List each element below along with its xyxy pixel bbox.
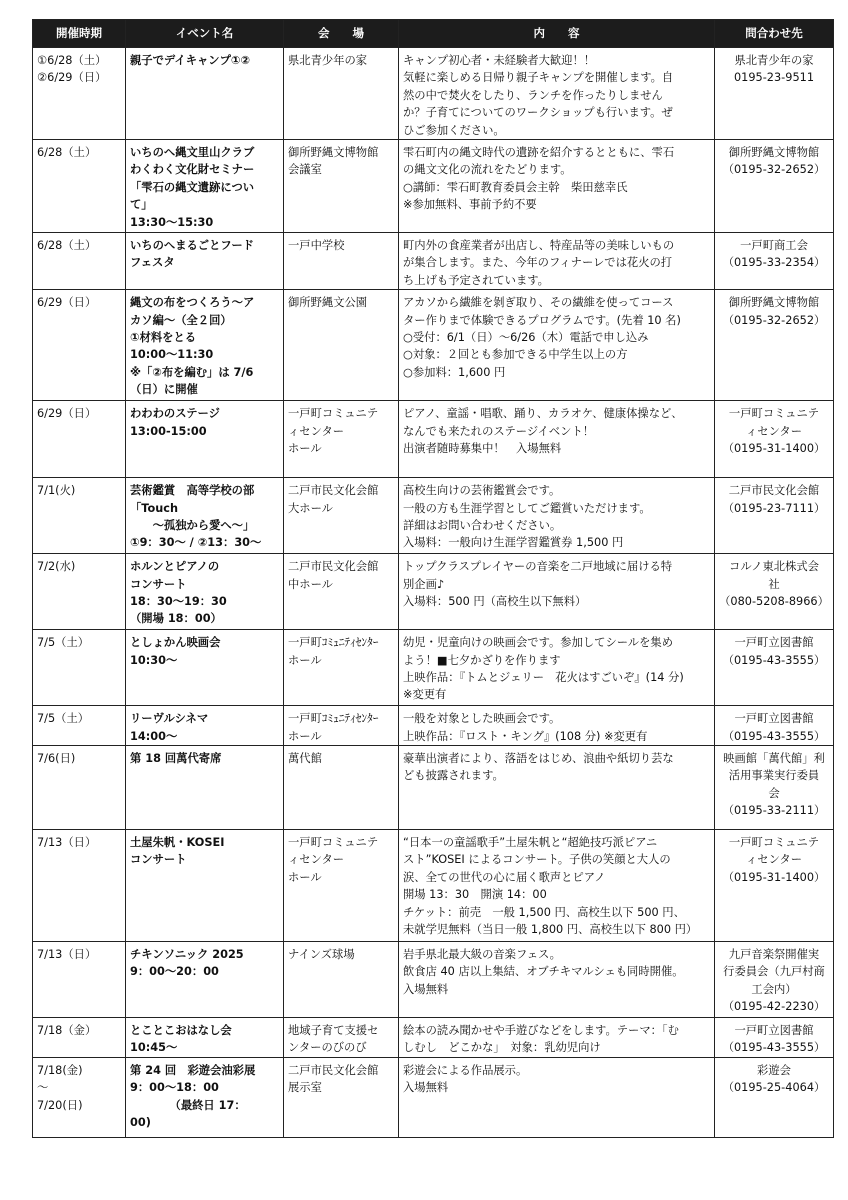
event-description-line: 幼児・児童向けの映画会です。参加してシールを集め	[403, 636, 673, 650]
header-description: 内 容	[399, 20, 715, 48]
event-name-cell	[126, 706, 284, 746]
event-contact-cell	[715, 478, 834, 554]
event-name-cell	[126, 830, 284, 942]
event-contact-line: 一戸町立図書館	[734, 1024, 814, 1038]
table-row	[33, 746, 834, 830]
event-date-cell	[33, 630, 126, 706]
event-description-line: ○講師：雫石町教育委員会主幹 柴田慈幸氏	[403, 180, 628, 194]
event-description-line: 開場 13：30 開演 14：00	[403, 888, 547, 902]
event-date-line: 〜	[37, 1081, 49, 1095]
event-venue-line: ホール	[288, 870, 322, 884]
event-contact-line: 一戸町コミュニテ	[728, 836, 820, 850]
event-name-line: 00)	[130, 1116, 151, 1130]
event-name-line: いちのへまるごとフード	[130, 239, 254, 253]
event-description-cell	[399, 554, 715, 630]
event-contact-line: 九戸音楽祭開催実	[728, 948, 820, 962]
event-description-cell	[399, 140, 715, 233]
event-date-cell	[33, 401, 126, 478]
event-venue-line: 一戸中学校	[288, 239, 345, 253]
event-venue-line: 二戸市民文化会館	[288, 560, 379, 574]
event-name-line: フェスタ	[130, 256, 175, 270]
event-venue-line: 二戸市民文化会館	[288, 484, 379, 498]
event-name-line: チキンソニック 2025	[130, 948, 244, 962]
event-description-line: しむし どこかな」 対象：乳幼児向け	[403, 1041, 601, 1055]
event-venue-cell	[284, 290, 399, 401]
event-name-line: 〜孤独から愛へ〜」	[130, 519, 255, 533]
event-date-line: 6/29（日）	[37, 296, 97, 310]
event-venue-line: ホール	[288, 729, 322, 743]
event-description-line: 別企画♪	[403, 577, 445, 591]
event-name-line: 13:30〜15:30	[130, 215, 214, 229]
event-venue-cell	[284, 942, 399, 1018]
table-row	[33, 554, 834, 630]
event-contact-line: 彩遊会	[757, 1063, 791, 1077]
table-row	[33, 706, 834, 746]
event-venue-line: 大ホール	[288, 501, 333, 515]
event-description-line: 一般の方も生涯学習としてご鑑賞いただけます。	[403, 501, 651, 515]
header-row	[33, 20, 834, 48]
event-contact-line: 0195-23-9511	[733, 71, 815, 85]
event-description-line: 豪華出演者により、落語をはじめ、浪曲や紙切り芸な	[403, 752, 674, 766]
table-row	[33, 233, 834, 290]
event-description-line: 入場無料	[403, 1081, 449, 1095]
event-description-line: の縄文文化の流れをたどります。	[403, 163, 572, 177]
header-contact: 問合わせ先	[715, 20, 834, 48]
event-contact-line: 行委員会（九戸村商	[723, 965, 825, 979]
event-description-line: チケット：前売 一般 1,500 円、高校生以下 500 円、	[403, 905, 685, 919]
event-venue-cell	[284, 830, 399, 942]
event-name-line: 「雫石の縄文遺跡につい	[130, 180, 255, 194]
event-venue-line: 一戸町コミュニテ	[288, 407, 379, 421]
event-description-line: ※参加無料、事前予約不要	[403, 198, 537, 212]
event-contact-line: （0195-31-1400）	[722, 870, 826, 884]
event-name-cell	[126, 1018, 284, 1058]
event-description-line: 絵本の読み聞かせや手遊びなどをします。テーマ：「む	[403, 1024, 679, 1038]
event-date-cell	[33, 830, 126, 942]
event-contact-cell	[715, 1018, 834, 1058]
event-venue-cell	[284, 1018, 399, 1058]
event-venue-cell	[284, 478, 399, 554]
event-description-cell	[399, 233, 715, 290]
event-description-line: 入場無料	[403, 982, 449, 996]
event-date-line: 7/5（土）	[37, 636, 90, 650]
table-row	[33, 478, 834, 554]
table-row	[33, 630, 834, 706]
table-row	[33, 401, 834, 478]
event-venue-line: 一戸町ｺﾐｭﾆﾃｨｾﾝﾀｰ	[288, 636, 379, 650]
event-date-cell	[33, 746, 126, 830]
event-venue-cell	[284, 1057, 399, 1137]
event-name-line: コンサート	[130, 853, 187, 867]
event-description-line: 上映作品：『ロスト・キング』(108 分) ※変更有	[403, 729, 648, 743]
event-name-line: 土屋朱帆・KOSEI	[130, 836, 225, 850]
event-contact-cell	[715, 233, 834, 290]
event-venue-line: ィセンター	[288, 853, 345, 867]
event-description-line: なんでも来たれのステージイベント！	[403, 424, 595, 438]
event-name-line: コンサート	[130, 577, 187, 591]
event-name-line: わわわのステージ	[130, 407, 220, 421]
header-event-name: イベント名	[126, 20, 284, 48]
event-description-cell	[399, 1018, 715, 1058]
event-description-cell	[399, 478, 715, 554]
table-row	[33, 1057, 834, 1137]
event-date-cell	[33, 554, 126, 630]
event-description-line: よう！■七夕かざりを作ります	[403, 653, 561, 667]
table-row	[33, 48, 834, 140]
event-date-line: 7/2(水)	[37, 560, 76, 574]
event-date-line: 7/6(日)	[37, 752, 76, 766]
event-venue-line: ナインズ球場	[288, 948, 355, 962]
event-description-line: キャンプ初心者・未経験者大歓迎！！	[403, 54, 596, 67]
event-description-line: ○参加料：1,600 円	[403, 365, 506, 379]
event-date-line: 7/18（金）	[37, 1024, 97, 1038]
event-name-line: カソ編〜（全２回）	[130, 313, 232, 327]
event-date-cell	[33, 290, 126, 401]
event-date-line: 7/20(日)	[37, 1098, 83, 1112]
event-description-cell	[399, 1057, 715, 1137]
event-description-line: 気軽に楽しめる日帰り親子キャンプを開催します。自	[403, 71, 674, 85]
event-description-line: アカソから繊維を剝ぎ取り、その繊維を使ってコース	[403, 296, 674, 310]
event-name-cell	[126, 233, 284, 290]
event-date-line: 7/13（日）	[37, 836, 97, 850]
event-name-cell	[126, 140, 284, 233]
event-name-cell	[126, 48, 284, 140]
event-contact-line: ィセンター	[745, 853, 803, 867]
event-description-line: ※変更有	[403, 688, 447, 702]
events-table	[32, 19, 834, 1138]
event-date-line: ②6/29（日）	[37, 71, 107, 85]
event-name-line: ①9：30〜 / ②13：30〜	[130, 536, 262, 550]
event-venue-line: 御所野縄文博物館	[288, 146, 379, 160]
event-name-line: とことこおはなし会	[130, 1024, 232, 1038]
event-description-line: 岩手県北最大級の音楽フェス。	[403, 948, 561, 962]
event-name-line: ※「②布を編む」は 7/6	[130, 365, 254, 379]
table-row	[33, 1018, 834, 1058]
event-description-line: トップクラスプレイヤーの音楽を二戸地域に届ける特	[403, 560, 673, 574]
event-venue-cell	[284, 48, 399, 140]
event-description-line: 一般を対象とした映画会です。	[403, 712, 561, 726]
event-date-cell	[33, 140, 126, 233]
event-name-line: 縄文の布をつくろう〜ア	[130, 296, 255, 310]
event-description-line: 飲食店 40 店以上集結、オブチキマルシェも同時開催。	[403, 965, 684, 979]
event-venue-cell	[284, 140, 399, 233]
event-contact-line: 社	[768, 577, 780, 591]
event-venue-line: 萬代館	[288, 752, 322, 766]
event-contact-line: 一戸町立図書館	[734, 712, 814, 726]
event-name-line: 14:00〜	[130, 729, 178, 743]
table-row	[33, 290, 834, 401]
event-date-cell	[33, 478, 126, 554]
event-venue-cell	[284, 630, 399, 706]
event-name-cell	[126, 554, 284, 630]
event-date-cell	[33, 1057, 126, 1137]
event-description-line: 入場料：一般向け生涯学習鑑賞券 1,500 円	[403, 536, 624, 550]
event-venue-cell	[284, 401, 399, 478]
event-name-line: 10:30〜	[130, 653, 178, 667]
event-venue-cell	[284, 746, 399, 830]
event-name-cell	[126, 942, 284, 1018]
event-contact-line: （080-5208-8966）	[719, 595, 829, 609]
event-contact-line: （0195-32-2652）	[722, 313, 826, 327]
event-description-cell	[399, 630, 715, 706]
event-contact-cell	[715, 830, 834, 942]
event-venue-line: ホール	[288, 442, 322, 456]
event-contact-line: （0195-23-7111）	[722, 501, 826, 515]
event-description-line: 雫石町内の縄文時代の遺跡を紹介するとともに、雫石	[403, 146, 675, 160]
event-description-cell	[399, 290, 715, 401]
event-contact-cell	[715, 48, 834, 140]
event-contact-line: （0195-33-2111）	[722, 804, 826, 818]
event-date-line: 7/13（日）	[37, 948, 97, 962]
event-name-line: 18：30〜19：30	[130, 595, 227, 609]
event-date-line: 7/1(火)	[37, 484, 76, 498]
event-date-cell	[33, 706, 126, 746]
event-contact-line: ィセンター	[745, 424, 803, 438]
event-name-line: て」	[130, 198, 153, 212]
event-description-cell	[399, 746, 715, 830]
event-contact-line: （0195-42-2230）	[722, 1000, 826, 1014]
event-venue-line: ィセンター	[288, 424, 345, 438]
event-name-cell	[126, 401, 284, 478]
event-contact-line: 一戸町コミュニテ	[728, 407, 820, 421]
event-description-line: 入場料：500 円（高校生以下無料）	[403, 595, 587, 609]
event-contact-cell	[715, 942, 834, 1018]
event-contact-line: （0195-43-3555）	[722, 653, 826, 667]
event-description-line: か？子育てについてのワークショップも行います。ぜ	[403, 106, 673, 120]
event-description-line: ども披露されます。	[403, 769, 504, 783]
event-name-line: 10:45〜	[130, 1041, 178, 1055]
event-contact-line: 御所野縄文博物館	[728, 296, 820, 310]
event-date-line: ①6/28（土）	[37, 54, 107, 67]
event-venue-cell	[284, 554, 399, 630]
event-venue-line: 二戸市民文化会館	[288, 1063, 379, 1077]
event-contact-line: （0195-43-3555）	[722, 729, 826, 743]
event-date-cell	[33, 942, 126, 1018]
event-description-line: ○対象：２回とも参加できる中学生以上の方	[403, 348, 628, 362]
event-description-line: スト”KOSEI によるコンサート。子供の笑顔と大人の	[403, 853, 671, 867]
event-name-cell	[126, 630, 284, 706]
event-description-line: 未就学児無料（当日一般 1,800 円、高校生以下 800 円）	[403, 923, 698, 937]
event-venue-line: ホール	[288, 653, 322, 667]
event-contact-cell	[715, 1057, 834, 1137]
event-description-line: 涙、全ての世代の心に届く歌声とピアノ	[403, 870, 606, 884]
event-venue-line: 一戸町コミュニテ	[288, 836, 379, 850]
event-description-line: 彩遊会による作品展示。	[403, 1063, 528, 1077]
event-contact-line: （0195-32-2652）	[722, 163, 826, 177]
table-row	[33, 140, 834, 233]
event-name-cell	[126, 290, 284, 401]
event-contact-line: 御所野縄文博物館	[728, 146, 820, 160]
event-name-line: いちのへ縄文里山クラブ	[130, 146, 255, 160]
event-name-line: ①材料をとる	[130, 331, 197, 345]
event-contact-cell	[715, 706, 834, 746]
event-name-line: （最終日 17：	[130, 1098, 246, 1112]
event-name-line: 芸術鑑賞 高等学校の部	[130, 484, 255, 498]
event-venue-line: 会議室	[288, 163, 322, 177]
event-contact-line: 会	[768, 786, 780, 800]
table-row	[33, 942, 834, 1018]
event-venue-cell	[284, 706, 399, 746]
event-name-line: （開場 18：00）	[130, 612, 222, 626]
event-name-line: 9：00〜18：00	[130, 1081, 219, 1095]
event-description-line: 町内外の食産業者が出店し、特産品等の美味しいもの	[403, 239, 675, 253]
event-name-line: 「Touch	[130, 501, 179, 515]
event-description-line: ター作りまで体験できるプログラムです。(先着 10 名)	[403, 313, 681, 327]
event-venue-line: 県北青少年の家	[288, 54, 368, 67]
table-header	[33, 20, 834, 48]
event-contact-cell	[715, 630, 834, 706]
event-description-line: 上映作品：『トムとジェリー 花火はすごいぞ』(14 分)	[403, 671, 684, 685]
event-description-line: ち上げも予定されています。	[403, 273, 549, 287]
event-name-cell	[126, 478, 284, 554]
event-description-line: 詳細はお問い合わせください。	[403, 519, 562, 533]
event-name-cell	[126, 746, 284, 830]
event-name-line: 10:00〜11:30	[130, 348, 214, 362]
event-contact-cell	[715, 746, 834, 830]
event-contact-line: 県北青少年の家	[734, 54, 814, 67]
event-contact-cell	[715, 140, 834, 233]
event-description-line: 然の中で焚火をしたり、ランチを作ったりしません	[403, 88, 663, 102]
event-contact-line: 活用事業実行委員	[728, 769, 820, 783]
event-contact-line: （0195-33-2354）	[722, 256, 826, 270]
event-description-line: が集合します。また、今年のフィナーレでは花火の打	[403, 256, 673, 270]
event-contact-cell	[715, 554, 834, 630]
event-contact-line: コルノ東北株式会	[729, 560, 819, 574]
event-contact-line: 二戸市民文化会館	[728, 484, 820, 498]
event-description-cell	[399, 830, 715, 942]
event-contact-line: 一戸町商工会	[740, 239, 808, 253]
event-contact-line: （0195-31-1400）	[722, 442, 826, 456]
event-contact-line: （0195-43-3555）	[722, 1041, 826, 1055]
event-description-cell	[399, 401, 715, 478]
event-name-line: 親子でデイキャンプ①②	[130, 54, 251, 67]
event-date-cell	[33, 48, 126, 140]
event-description-cell	[399, 48, 715, 140]
event-name-line: 9：00〜20：00	[130, 965, 219, 979]
event-name-line: 第 24 回 彩遊会油彩展	[130, 1063, 256, 1077]
event-description-line: ひご参加ください。	[403, 123, 505, 137]
event-venue-line: 中ホール	[288, 577, 333, 591]
event-venue-line: ンターのびのび	[288, 1041, 367, 1055]
event-description-line: “日本一の童謡歌手”土屋朱帆と“超絶技巧派ピアニ	[403, 836, 658, 850]
event-contact-line: 工会内）	[751, 982, 797, 996]
event-description-line: ○受付：6/1（日）〜6/26（木）電話で申し込み	[403, 331, 649, 345]
event-venue-line: 御所野縄文公園	[288, 296, 368, 310]
event-venue-cell	[284, 233, 399, 290]
event-contact-line: 一戸町立図書館	[734, 636, 814, 650]
event-description-line: 高校生向けの芸術鑑賞会です。	[403, 484, 561, 498]
table-row	[33, 830, 834, 942]
event-date-line: 6/29（日）	[37, 407, 97, 421]
event-name-line: リーヴルシネマ	[130, 712, 209, 726]
event-venue-line: 地域子育て支援セ	[288, 1024, 379, 1038]
event-contact-line: 映画館「萬代館」利	[723, 752, 825, 766]
event-venue-line: 一戸町ｺﾐｭﾆﾃｨｾﾝﾀｰ	[288, 712, 379, 726]
header-date: 開催時期	[33, 20, 126, 48]
event-contact-cell	[715, 401, 834, 478]
event-name-line: 13:00-15:00	[130, 424, 207, 438]
event-description-cell	[399, 942, 715, 1018]
event-venue-line: 展示室	[288, 1081, 322, 1095]
event-name-line: としょかん映画会	[130, 636, 221, 650]
event-name-line: わくわく文化財セミナー	[130, 163, 255, 177]
event-description-line: ピアノ、童謡・唱歌、踊り、カラオケ、健康体操など、	[403, 407, 683, 421]
event-date-line: 7/5（土）	[37, 712, 90, 726]
event-name-line: 第 18 回萬代寄席	[130, 752, 222, 766]
event-date-cell	[33, 1018, 126, 1058]
event-date-cell	[33, 233, 126, 290]
header-venue: 会 場	[284, 20, 399, 48]
event-name-cell	[126, 1057, 284, 1137]
event-contact-line: （0195-25-4064）	[722, 1081, 826, 1095]
event-name-line: ホルンとピアノの	[130, 560, 220, 574]
event-name-line: （日）に開催	[130, 383, 198, 397]
event-description-line: 出演者随時募集中！ 入場無料	[403, 442, 562, 456]
table-body	[33, 48, 834, 1138]
event-date-line: 6/28（土）	[37, 146, 97, 160]
event-contact-cell	[715, 290, 834, 401]
event-date-line: 6/28（土）	[37, 239, 97, 253]
event-date-line: 7/18(金)	[37, 1063, 83, 1077]
event-description-cell	[399, 706, 715, 746]
